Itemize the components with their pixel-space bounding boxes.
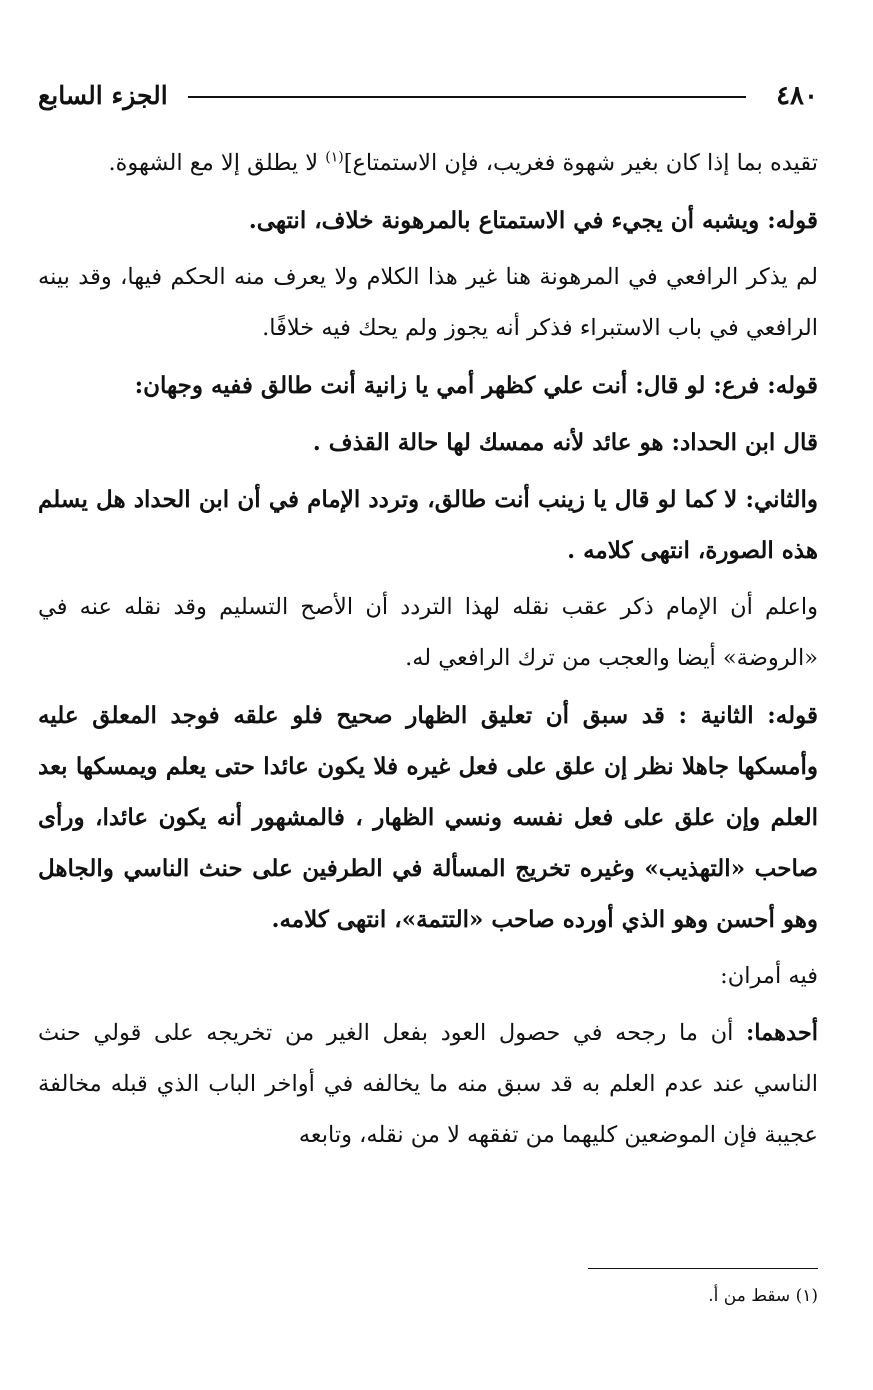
paragraph-7: واعلم أن الإمام ذكر عقب نقله لهذا التردد أن الأصح التسليم وقد نقله عنه في «الروضة» أيضا والعجب من ترك الرافعي له. <box>38 594 818 671</box>
paragraph-6 <box>38 474 818 576</box>
paragraph-lead: أحدهما: <box>745 1020 818 1046</box>
footnote: (١) سقط من أ. <box>708 1286 818 1306</box>
paragraph-10 <box>38 1008 818 1161</box>
paragraph-5 <box>38 417 818 468</box>
paragraph-9: فيه أمران: <box>720 963 818 989</box>
footnote-ref: (١) <box>325 149 344 166</box>
page-header <box>38 74 818 118</box>
footnote-rule <box>588 1268 818 1269</box>
paragraph-2: قوله: ويشبه أن يجيء في الاستمتاع بالمرهونة خلاف، انتهى. <box>248 207 818 234</box>
paragraph-1 <box>38 138 818 189</box>
header-rule <box>188 96 746 98</box>
paragraph-4: قوله: فرع: لو قال: أنت علي كظهر أمي يا زانية أنت طالق ففيه وجهان: <box>134 372 818 399</box>
paragraph-lead: والثاني: <box>745 486 818 513</box>
paragraph-text: لا كما لو قال يا زينب أنت طالق، وتردد الإمام في أن ابن الحداد هل يسلم هذه الصورة، انتهى كلامه . <box>38 486 818 564</box>
paragraph-lead: قال ابن الحداد: <box>671 429 818 456</box>
paragraph-text: لا يطلق إلا مع الشهوة. <box>108 150 326 176</box>
main-text <box>38 138 818 1167</box>
page-number: ٤٨٠ <box>776 81 818 111</box>
paragraph-text: أن ما رجحه في حصول العود بفعل الغير من تخريجه على قولي حنث الناسي عند عدم العلم به قد سبق منه ما يخالفه في أواخر الباب الذي قبله مخالفة عجيبة فإن الموضعين كليهما من تفقهه لا من نقله، وتابعه <box>38 1020 818 1148</box>
volume-title: الجزء السابع <box>38 81 168 110</box>
paragraph-text: تقيده بما إذا كان بغير شهوة فغريب، فإن الاستمتاع] <box>343 150 818 176</box>
paragraph-3: لم يذكر الرافعي في المرهونة هنا غير هذا الكلام ولا يعرف منه الحكم فيها، وقد بينه الرافعي في باب الاستبراء فذكر أنه يجوز ولم يحك فيه خلافًا. <box>38 264 818 341</box>
paragraph-text: هو عائد لأنه ممسك لها حالة القذف . <box>312 429 672 456</box>
paragraph-8: قوله: الثانية : قد سبق أن تعليق الظهار صحيح فلو علقه فوجد المعلق عليه وأمسكها جاهلا نظر إن علق على فعل غيره فلا يكون عائدا حتى يعلم ويمسكها بعد العلم وإن علق على فعل نفسه ونسي الظهار ، فالمشهور أنه يكون عائدا، ورأى صاحب «التهذيب» وغيره تخريج المسألة في الطرفين على حنث الناسي والجاهل وهو أحسن وهو الذي أورده صاحب «التتمة»، انتهى كلامه. <box>38 702 818 933</box>
